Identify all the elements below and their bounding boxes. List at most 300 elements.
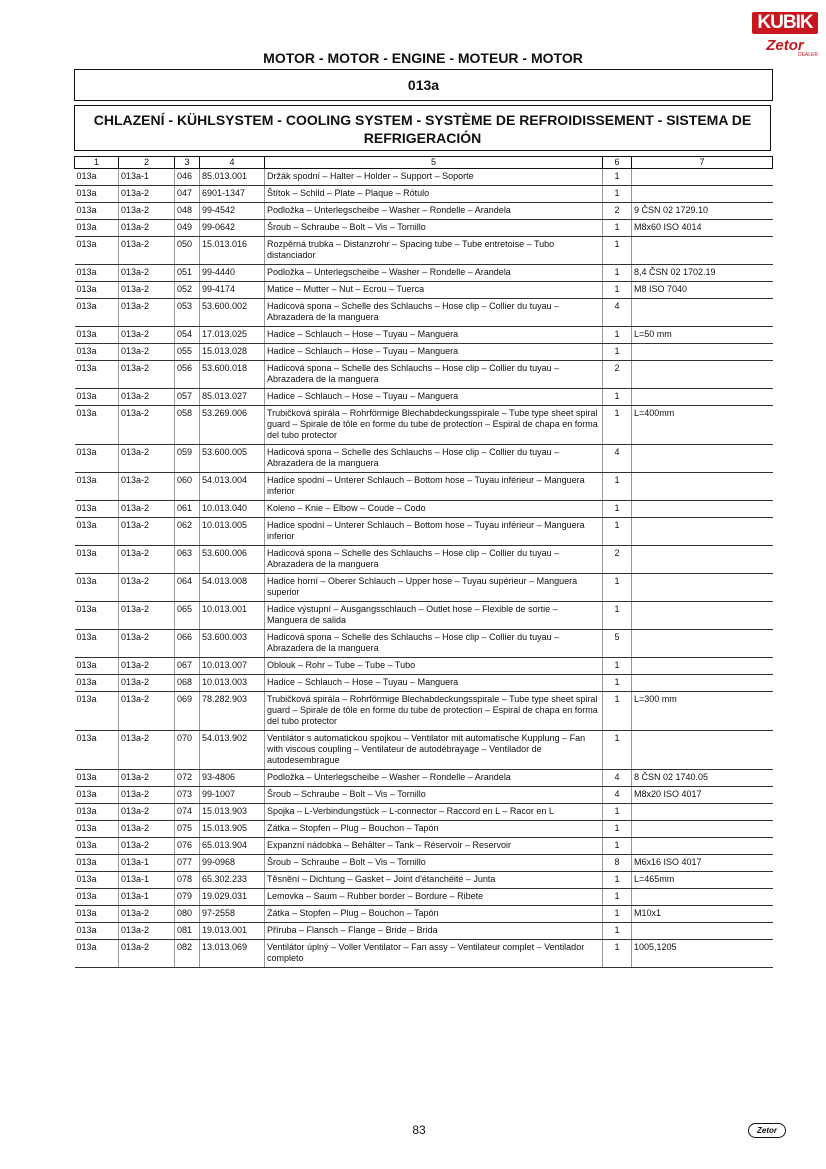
- table-row: [75, 327, 773, 344]
- table-cell: 013a: [75, 220, 119, 237]
- table-cell: [632, 731, 773, 770]
- table-cell: 15.013.903: [200, 804, 265, 821]
- column-header: 1: [75, 157, 119, 169]
- table-cell: 1: [603, 923, 632, 940]
- table-header-row: [75, 157, 773, 169]
- table-cell: 4: [603, 299, 632, 327]
- table-cell: 013a-2: [119, 327, 175, 344]
- table-cell: 013a: [75, 389, 119, 406]
- table-cell: 1: [603, 821, 632, 838]
- table-cell: 1: [603, 220, 632, 237]
- table-cell: 013a-2: [119, 265, 175, 282]
- table-row: [75, 518, 773, 546]
- table-cell: Hadice výstupní – Ausgangsschlauch – Outlet hose – Flexible de sortie – Manguera de salida: [265, 602, 603, 630]
- table-cell: 8 ČSN 02 1740.05: [632, 770, 773, 787]
- table-cell: 1: [603, 804, 632, 821]
- table-cell: [632, 675, 773, 692]
- table-cell: 1: [603, 237, 632, 265]
- table-cell: 072: [175, 770, 200, 787]
- table-cell: Příruba – Flansch – Flange – Bride – Brida: [265, 923, 603, 940]
- table-cell: Hadice – Schlauch – Hose – Tuyau – Manguera: [265, 327, 603, 344]
- group-title: CHLAZENÍ - KÜHLSYSTEM - COOLING SYSTEM - SYSTÈME DE REFROIDISSEMENT - SISTEMA DE REFRIGERACIÓN: [74, 105, 771, 151]
- table-cell: 10.013.003: [200, 675, 265, 692]
- table-cell: 048: [175, 203, 200, 220]
- table-cell: 17.013.025: [200, 327, 265, 344]
- table-cell: 081: [175, 923, 200, 940]
- table-cell: [632, 574, 773, 602]
- table-cell: 15.013.028: [200, 344, 265, 361]
- table-cell: 013a: [75, 838, 119, 855]
- table-cell: 013a-1: [119, 855, 175, 872]
- table-cell: 10.013.001: [200, 602, 265, 630]
- table-cell: 013a: [75, 872, 119, 889]
- table-row: [75, 602, 773, 630]
- table-row: [75, 361, 773, 389]
- table-cell: 1: [603, 692, 632, 731]
- table-cell: 064: [175, 574, 200, 602]
- table-cell: 075: [175, 821, 200, 838]
- table-cell: 65.302.233: [200, 872, 265, 889]
- table-cell: [632, 473, 773, 501]
- table-cell: Podložka – Unterlegscheibe – Washer – Rondelle – Arandela: [265, 770, 603, 787]
- table-cell: 1: [603, 186, 632, 203]
- table-cell: 013a: [75, 169, 119, 186]
- table-cell: 10.013.040: [200, 501, 265, 518]
- table-cell: 013a: [75, 361, 119, 389]
- table-cell: 54.013.902: [200, 731, 265, 770]
- table-cell: Hadicová spona – Schelle des Schlauchs – Hose clip – Collier du tuyau – Abrazadera de la manguera: [265, 546, 603, 574]
- table-cell: 1: [603, 731, 632, 770]
- table-cell: 9 ČSN 02 1729.10: [632, 203, 773, 220]
- table-cell: 056: [175, 361, 200, 389]
- table-cell: [632, 501, 773, 518]
- table-cell: 013a-2: [119, 787, 175, 804]
- table-row: [75, 445, 773, 473]
- table-cell: 99-0968: [200, 855, 265, 872]
- table-cell: 050: [175, 237, 200, 265]
- table-cell: 99-4174: [200, 282, 265, 299]
- table-cell: 013a-1: [119, 169, 175, 186]
- table-cell: 1: [603, 838, 632, 855]
- table-cell: 013a: [75, 237, 119, 265]
- table-cell: [632, 361, 773, 389]
- table-cell: 53.600.005: [200, 445, 265, 473]
- table-cell: 2: [603, 361, 632, 389]
- table-cell: 013a: [75, 602, 119, 630]
- table-row: [75, 265, 773, 282]
- table-cell: 013a-2: [119, 692, 175, 731]
- table-row: [75, 940, 773, 968]
- table-cell: 1: [603, 658, 632, 675]
- table-cell: 54.013.004: [200, 473, 265, 501]
- table-cell: 013a-2: [119, 406, 175, 445]
- table-cell: 074: [175, 804, 200, 821]
- table-row: [75, 546, 773, 574]
- table-row: [75, 344, 773, 361]
- table-cell: Hadice spodní – Unterer Schlauch – Bottom hose – Tuyau inférieur – Manguera inferior: [265, 518, 603, 546]
- table-cell: [632, 518, 773, 546]
- table-cell: 1: [603, 282, 632, 299]
- table-cell: [632, 804, 773, 821]
- table-cell: 013a-2: [119, 602, 175, 630]
- table-cell: 059: [175, 445, 200, 473]
- table-cell: Matice – Mutter – Nut – Ecrou – Tuerca: [265, 282, 603, 299]
- table-cell: 54.013.008: [200, 574, 265, 602]
- column-header: 2: [119, 157, 175, 169]
- table-cell: L=465mm: [632, 872, 773, 889]
- table-cell: 060: [175, 473, 200, 501]
- logo-dealer-text: DEALER: [797, 52, 818, 58]
- table-row: [75, 692, 773, 731]
- table-cell: 99-4542: [200, 203, 265, 220]
- table-cell: 013a-2: [119, 361, 175, 389]
- table-cell: 15.013.905: [200, 821, 265, 838]
- table-cell: M6x16 ISO 4017: [632, 855, 773, 872]
- table-cell: 013a: [75, 675, 119, 692]
- table-cell: 013a: [75, 518, 119, 546]
- table-cell: 080: [175, 906, 200, 923]
- table-cell: 061: [175, 501, 200, 518]
- table-cell: [632, 186, 773, 203]
- table-row: [75, 169, 773, 186]
- table-cell: M8 ISO 7040: [632, 282, 773, 299]
- table-cell: 1005,1205: [632, 940, 773, 968]
- table-cell: 013a: [75, 906, 119, 923]
- table-cell: 013a: [75, 923, 119, 940]
- table-cell: [632, 546, 773, 574]
- table-cell: Hadicová spona – Schelle des Schlauchs – Hose clip – Collier du tuyau – Abrazadera de la manguera: [265, 361, 603, 389]
- table-cell: 054: [175, 327, 200, 344]
- table-cell: 1: [603, 406, 632, 445]
- table-cell: 013a: [75, 804, 119, 821]
- table-cell: 013a: [75, 630, 119, 658]
- table-cell: [632, 237, 773, 265]
- table-row: [75, 473, 773, 501]
- table-cell: 058: [175, 406, 200, 445]
- table-row: [75, 574, 773, 602]
- table-row: [75, 838, 773, 855]
- table-row: [75, 675, 773, 692]
- table-cell: 1: [603, 872, 632, 889]
- table-cell: 013a-2: [119, 731, 175, 770]
- table-row: [75, 389, 773, 406]
- table-cell: Hadice horní – Oberer Schlauch – Upper hose – Tuyau supérieur – Manguera superior: [265, 574, 603, 602]
- table-cell: 077: [175, 855, 200, 872]
- table-cell: 013a: [75, 203, 119, 220]
- table-cell: Trubičková spirála – Rohrförmige Blechabdeckungsspirale – Tube type sheet spiral guard – Spirale de tôle en forme du tube de protection – Espiral de chapa en forma del tubo protector: [265, 406, 603, 445]
- table-cell: 013a-2: [119, 282, 175, 299]
- table-cell: 013a: [75, 445, 119, 473]
- table-cell: 013a-2: [119, 389, 175, 406]
- table-cell: Ventilátor s automatickou spojkou – Ventilator mit automatische Kupplung – Fan with viscous coupling – Ventilateur de autodébrayage – Ventilador de autodesembrague: [265, 731, 603, 770]
- table-row: [75, 406, 773, 445]
- table-cell: [632, 889, 773, 906]
- table-cell: 1: [603, 473, 632, 501]
- table-cell: 1: [603, 906, 632, 923]
- table-cell: [632, 169, 773, 186]
- table-cell: 062: [175, 518, 200, 546]
- table-cell: 4: [603, 770, 632, 787]
- table-cell: 063: [175, 546, 200, 574]
- table-cell: Hadicová spona – Schelle des Schlauchs – Hose clip – Collier du tuyau – Abrazadera de la manguera: [265, 299, 603, 327]
- table-cell: Hadice – Schlauch – Hose – Tuyau – Manguera: [265, 344, 603, 361]
- table-cell: 069: [175, 692, 200, 731]
- table-cell: L=300 mm: [632, 692, 773, 731]
- table-cell: 1: [603, 940, 632, 968]
- table-cell: 078: [175, 872, 200, 889]
- table-cell: [632, 838, 773, 855]
- table-cell: M8x60 ISO 4014: [632, 220, 773, 237]
- table-cell: [632, 445, 773, 473]
- table-row: [75, 220, 773, 237]
- table-cell: 1: [603, 344, 632, 361]
- table-cell: 8: [603, 855, 632, 872]
- table-cell: 19.029.031: [200, 889, 265, 906]
- table-cell: 013a-2: [119, 501, 175, 518]
- table-cell: 65.013.904: [200, 838, 265, 855]
- table-cell: L=400mm: [632, 406, 773, 445]
- table-cell: 013a: [75, 574, 119, 602]
- table-cell: 013a: [75, 282, 119, 299]
- table-cell: 4: [603, 445, 632, 473]
- table-cell: 1: [603, 602, 632, 630]
- table-cell: 013a-2: [119, 906, 175, 923]
- table-cell: 055: [175, 344, 200, 361]
- column-header: 4: [200, 157, 265, 169]
- table-cell: [632, 389, 773, 406]
- column-header: 3: [175, 157, 200, 169]
- table-row: [75, 731, 773, 770]
- table-cell: 057: [175, 389, 200, 406]
- table-cell: 013a: [75, 327, 119, 344]
- table-cell: 1: [603, 574, 632, 602]
- table-row: [75, 186, 773, 203]
- table-cell: Koleno – Knie – Elbow – Coude – Codo: [265, 501, 603, 518]
- table-row: [75, 282, 773, 299]
- table-cell: 99-0642: [200, 220, 265, 237]
- table-cell: 068: [175, 675, 200, 692]
- table-cell: 013a-2: [119, 546, 175, 574]
- section-code: 013a: [74, 69, 773, 101]
- page-number: 83: [412, 1123, 426, 1137]
- table-cell: 10.013.005: [200, 518, 265, 546]
- table-row: [75, 923, 773, 940]
- table-cell: 082: [175, 940, 200, 968]
- table-cell: 013a: [75, 299, 119, 327]
- table-cell: 99-1007: [200, 787, 265, 804]
- table-cell: 013a: [75, 855, 119, 872]
- table-cell: 013a: [75, 692, 119, 731]
- table-row: [75, 658, 773, 675]
- table-row: [75, 770, 773, 787]
- table-cell: 053: [175, 299, 200, 327]
- table-cell: 53.269.006: [200, 406, 265, 445]
- table-cell: 013a: [75, 265, 119, 282]
- table-cell: Ventilátor úplný – Voller Ventilator – Fan assy – Ventilateur complet – Ventilador completo: [265, 940, 603, 968]
- table-cell: Zátka – Stopfen – Plug – Bouchon – Tapón: [265, 821, 603, 838]
- table-cell: Hadice – Schlauch – Hose – Tuyau – Manguera: [265, 675, 603, 692]
- table-cell: 53.600.002: [200, 299, 265, 327]
- table-row: [75, 787, 773, 804]
- table-row: [75, 501, 773, 518]
- table-cell: 013a-2: [119, 299, 175, 327]
- table-cell: Rozpěrná trubka – Distanzrohr – Spacing tube – Tube entretoise – Tubo distanciador: [265, 237, 603, 265]
- table-cell: Držák spodní – Halter – Holder – Support – Soporte: [265, 169, 603, 186]
- parts-table-body: [75, 169, 773, 968]
- table-cell: 10.013.007: [200, 658, 265, 675]
- table-cell: [632, 602, 773, 630]
- table-cell: 070: [175, 731, 200, 770]
- column-header: 5: [265, 157, 603, 169]
- table-cell: 85.013.001: [200, 169, 265, 186]
- table-cell: 013a: [75, 821, 119, 838]
- table-row: [75, 630, 773, 658]
- table-cell: 066: [175, 630, 200, 658]
- table-cell: [632, 630, 773, 658]
- table-cell: 013a-2: [119, 675, 175, 692]
- table-cell: Šroub – Schraube – Bolt – Vis – Tornillo: [265, 855, 603, 872]
- table-cell: 013a-2: [119, 344, 175, 361]
- table-cell: 013a: [75, 731, 119, 770]
- table-cell: 013a-2: [119, 658, 175, 675]
- table-cell: 013a: [75, 344, 119, 361]
- table-cell: Těsnění – Dichtung – Gasket – Joint d'étanchéité – Junta: [265, 872, 603, 889]
- table-cell: Štítok – Schild – Plate – Plaque – Rótulo: [265, 186, 603, 203]
- table-cell: 93-4806: [200, 770, 265, 787]
- table-cell: 4: [603, 787, 632, 804]
- table-cell: 013a: [75, 770, 119, 787]
- table-cell: 013a: [75, 501, 119, 518]
- column-header: 7: [632, 157, 773, 169]
- table-cell: 97-2558: [200, 906, 265, 923]
- table-cell: Šroub – Schraube – Bolt – Vis – Tornillo: [265, 220, 603, 237]
- table-cell: 073: [175, 787, 200, 804]
- table-row: [75, 237, 773, 265]
- table-cell: Oblouk – Rohr – Tube – Tube – Tubo: [265, 658, 603, 675]
- logo-zetor-text: Zetor: [766, 37, 804, 54]
- table-cell: 013a: [75, 473, 119, 501]
- table-cell: 079: [175, 889, 200, 906]
- table-cell: 013a: [75, 889, 119, 906]
- table-cell: 013a-2: [119, 445, 175, 473]
- table-cell: 046: [175, 169, 200, 186]
- table-cell: 5: [603, 630, 632, 658]
- table-cell: Lemovka – Saum – Rubber border – Bordure – Ribete: [265, 889, 603, 906]
- page-title: MOTOR - MOTOR - ENGINE - MOTEUR - MOTOR: [263, 50, 583, 66]
- table-cell: L=50 mm: [632, 327, 773, 344]
- table-cell: 013a: [75, 940, 119, 968]
- table-row: [75, 855, 773, 872]
- logo-kubik-text: KUBIK: [752, 12, 818, 34]
- table-cell: Hadicová spona – Schelle des Schlauchs – Hose clip – Collier du tuyau – Abrazadera de la manguera: [265, 445, 603, 473]
- table-cell: 2: [603, 203, 632, 220]
- table-cell: M10x1: [632, 906, 773, 923]
- table-cell: [632, 299, 773, 327]
- table-cell: 013a-2: [119, 237, 175, 265]
- table-row: [75, 821, 773, 838]
- table-row: [75, 872, 773, 889]
- table-cell: 1: [603, 889, 632, 906]
- table-cell: 065: [175, 602, 200, 630]
- table-row: [75, 804, 773, 821]
- table-cell: 99-4440: [200, 265, 265, 282]
- table-cell: 013a: [75, 186, 119, 203]
- table-cell: Hadice spodní – Unterer Schlauch – Bottom hose – Tuyau inférieur – Manguera inferior: [265, 473, 603, 501]
- table-cell: 013a-2: [119, 821, 175, 838]
- table-cell: [632, 658, 773, 675]
- table-cell: 53.600.003: [200, 630, 265, 658]
- table-cell: 85.013.027: [200, 389, 265, 406]
- column-header: 6: [603, 157, 632, 169]
- table-cell: 013a: [75, 658, 119, 675]
- table-cell: Zátka – Stopfen – Plug – Bouchon – Tapón: [265, 906, 603, 923]
- table-row: [75, 906, 773, 923]
- table-cell: 013a: [75, 406, 119, 445]
- table-cell: 1: [603, 675, 632, 692]
- table-cell: 013a-2: [119, 203, 175, 220]
- table-cell: 013a-2: [119, 473, 175, 501]
- table-cell: 2: [603, 546, 632, 574]
- table-cell: 53.600.018: [200, 361, 265, 389]
- table-cell: 13.013.069: [200, 940, 265, 968]
- table-cell: 1: [603, 389, 632, 406]
- table-cell: 052: [175, 282, 200, 299]
- table-cell: 013a-2: [119, 804, 175, 821]
- table-cell: 013a-2: [119, 518, 175, 546]
- table-cell: Podložka – Unterlegscheibe – Washer – Rondelle – Arandela: [265, 265, 603, 282]
- table-cell: 013a-1: [119, 889, 175, 906]
- table-cell: Hadicová spona – Schelle des Schlauchs – Hose clip – Collier du tuyau – Abrazadera de la manguera: [265, 630, 603, 658]
- table-cell: [632, 923, 773, 940]
- footer-zetor-logo: Zetor: [748, 1123, 786, 1138]
- table-cell: 013a-2: [119, 923, 175, 940]
- table-cell: 15.013.016: [200, 237, 265, 265]
- table-cell: 013a-2: [119, 186, 175, 203]
- table-cell: Spojka – L-Verbindungstück – L-connector – Raccord en L – Racor en L: [265, 804, 603, 821]
- table-cell: 1: [603, 265, 632, 282]
- table-cell: Hadice – Schlauch – Hose – Tuyau – Manguera: [265, 389, 603, 406]
- table-cell: 013a: [75, 546, 119, 574]
- table-cell: 051: [175, 265, 200, 282]
- table-cell: 067: [175, 658, 200, 675]
- table-cell: 013a-2: [119, 838, 175, 855]
- table-cell: 1: [603, 327, 632, 344]
- table-cell: 6901-1347: [200, 186, 265, 203]
- table-cell: 1: [603, 501, 632, 518]
- table-cell: 1: [603, 518, 632, 546]
- table-cell: [632, 821, 773, 838]
- table-cell: 53.600.006: [200, 546, 265, 574]
- table-row: [75, 203, 773, 220]
- table-cell: 013a-2: [119, 940, 175, 968]
- table-cell: [632, 344, 773, 361]
- table-cell: M8x20 ISO 4017: [632, 787, 773, 804]
- parts-table: [74, 156, 773, 968]
- table-cell: Trubičková spirála – Rohrförmige Blechabdeckungsspirale – Tube type sheet spiral guard – Spirale de tôle en forme du tube de protection – Espiral de chapa en forma del tubo protector: [265, 692, 603, 731]
- table-cell: 013a-2: [119, 220, 175, 237]
- table-cell: 076: [175, 838, 200, 855]
- table-cell: 19.013.001: [200, 923, 265, 940]
- table-cell: 78.282.903: [200, 692, 265, 731]
- table-cell: Šroub – Schraube – Bolt – Vis – Tornillo: [265, 787, 603, 804]
- table-cell: 013a-1: [119, 872, 175, 889]
- table-cell: 047: [175, 186, 200, 203]
- table-row: [75, 889, 773, 906]
- table-cell: 1: [603, 169, 632, 186]
- table-cell: 013a: [75, 787, 119, 804]
- table-cell: 013a-2: [119, 770, 175, 787]
- table-cell: 013a-2: [119, 574, 175, 602]
